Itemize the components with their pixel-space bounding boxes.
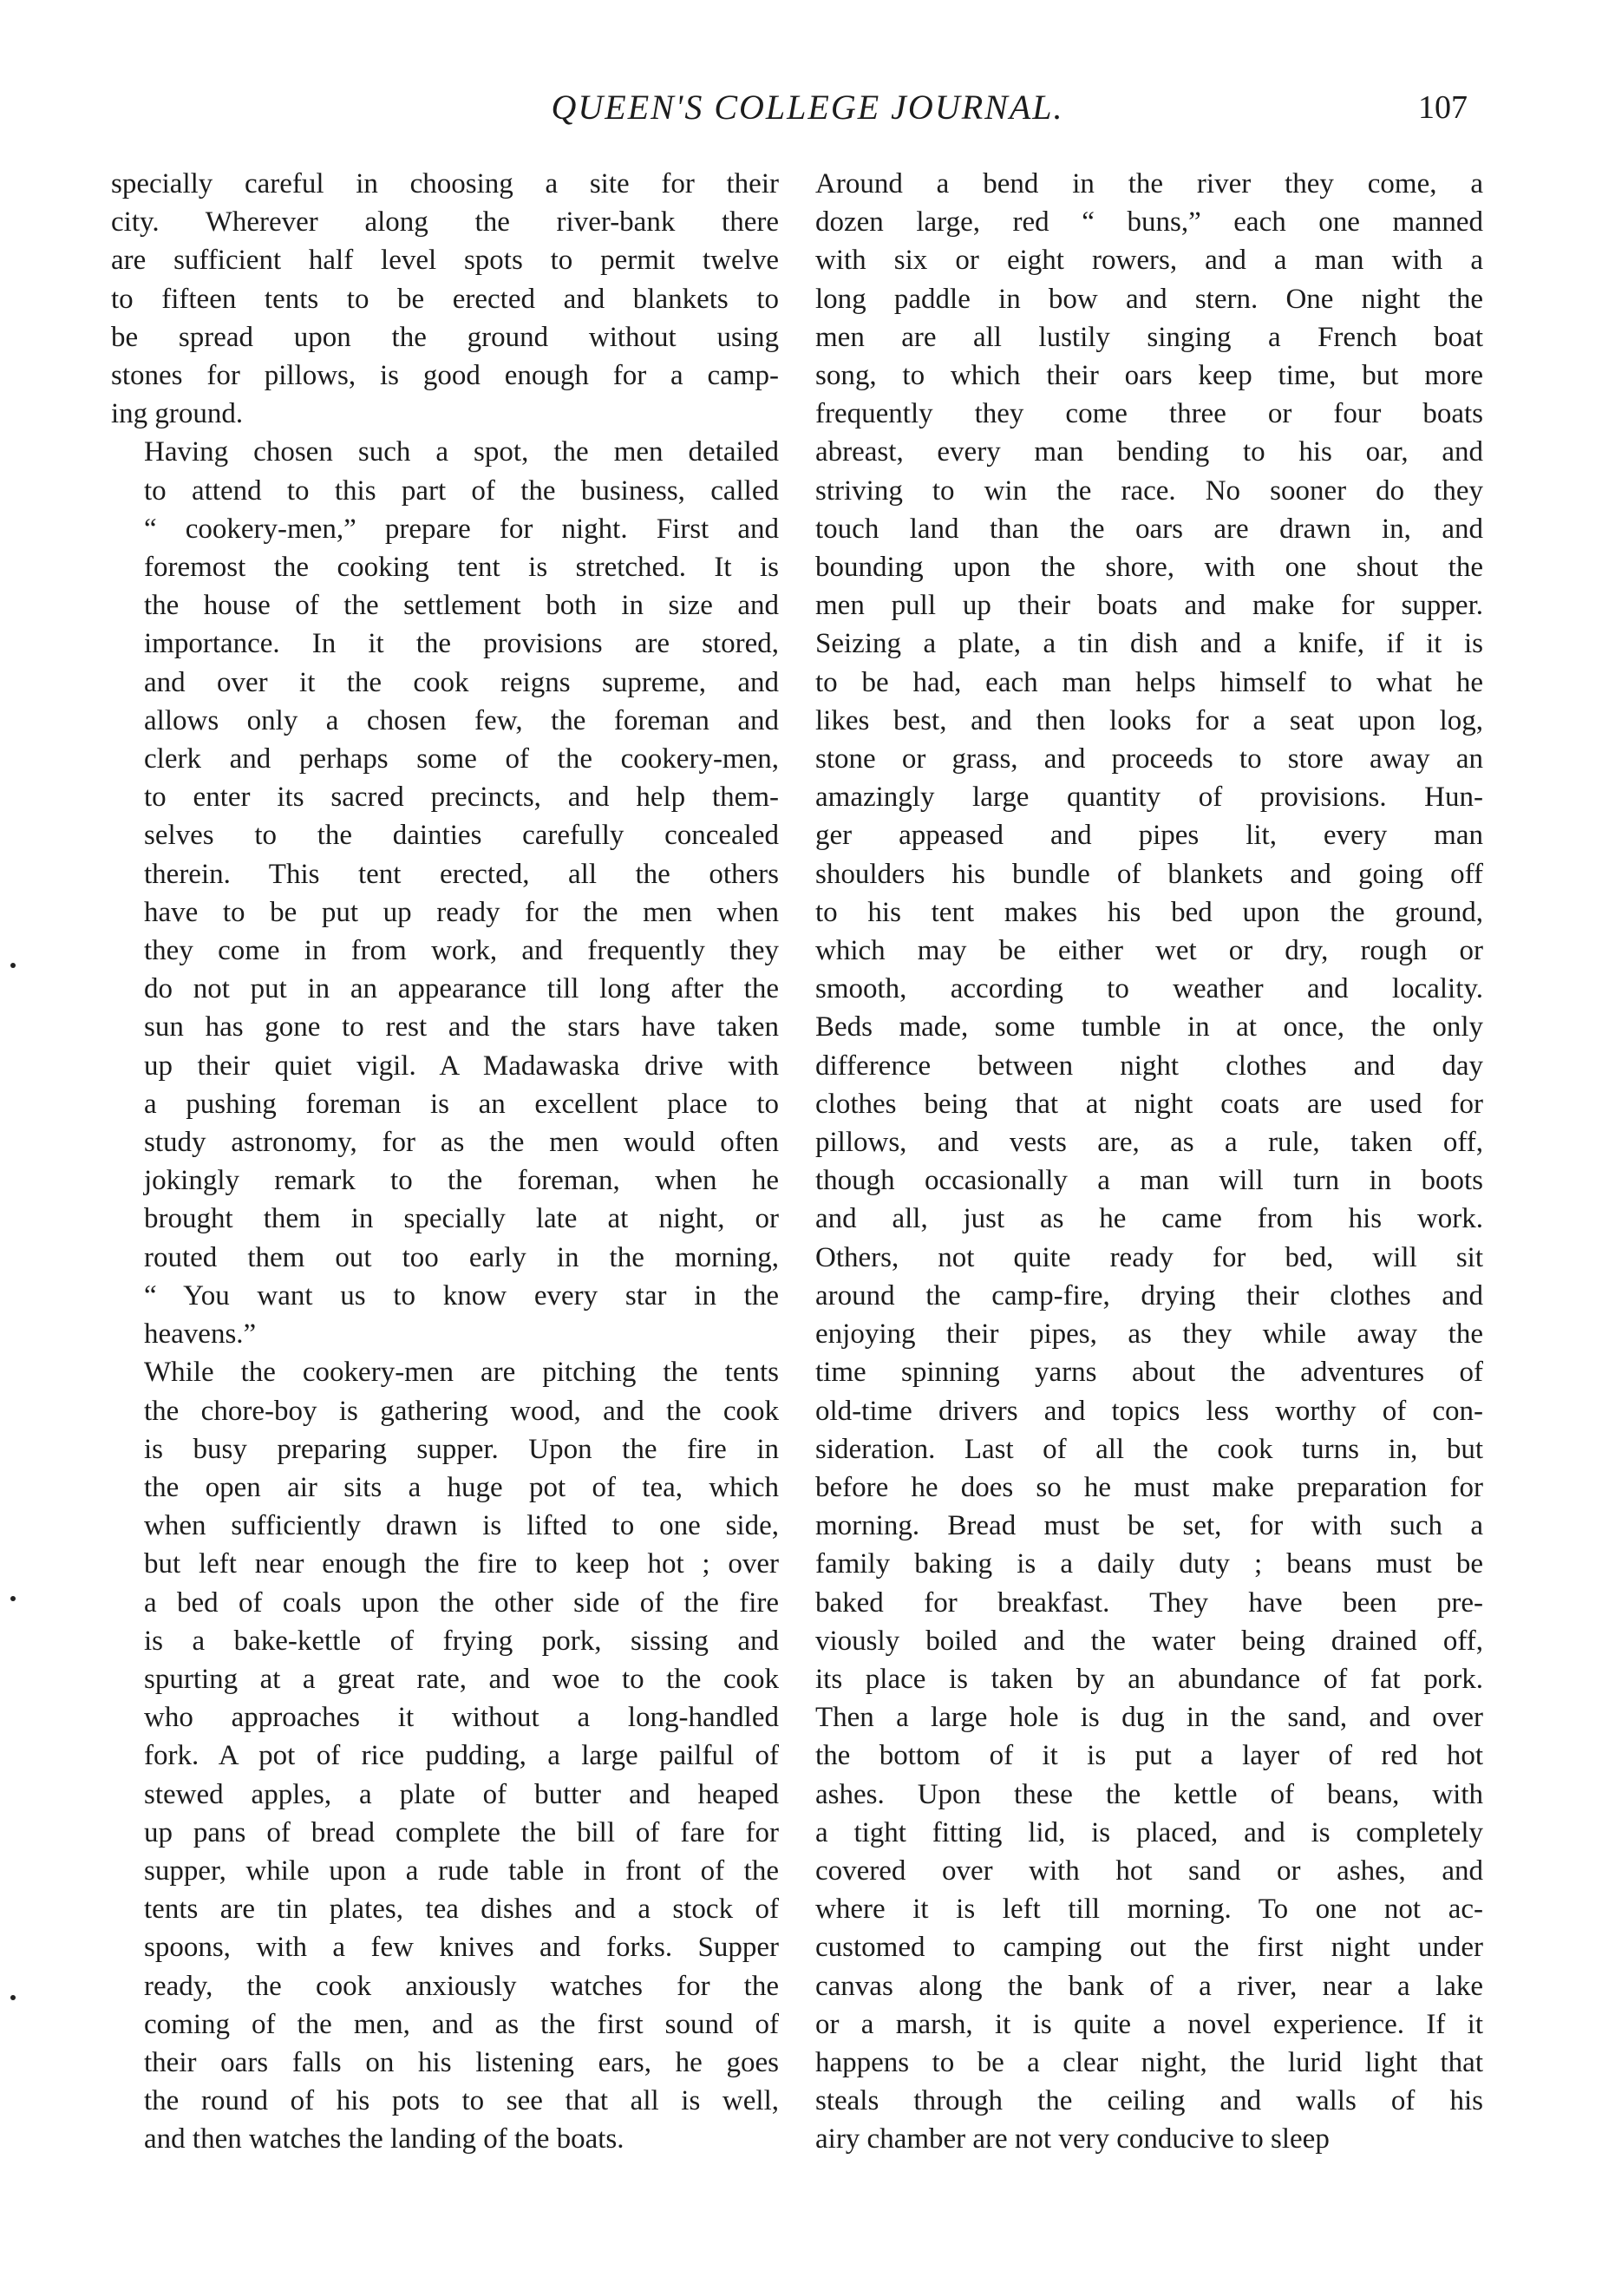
text-line: sun has gone to rest and the stars have taken xyxy=(144,1011,779,1043)
paragraph xyxy=(815,165,1483,2159)
text-line: ger appeased and pipes lit, every man xyxy=(815,820,1483,852)
text-line: old-time drivers and topics less worthy of con- xyxy=(815,1395,1483,1427)
text-line: stones for pillows, is good enough for a camp- xyxy=(111,360,779,392)
page-header xyxy=(0,87,1615,139)
text-line: who approaches it without a long-handled xyxy=(144,1702,779,1734)
text-line: steals through the ceiling and walls of his xyxy=(815,2085,1483,2117)
left-column xyxy=(111,165,779,2159)
text-line: stewed apples, a plate of butter and heaped xyxy=(144,1778,779,1810)
text-line: touch land than the oars are drawn in, and xyxy=(815,513,1483,545)
text-line: up pans of bread complete the bill of fare for xyxy=(144,1816,779,1848)
text-line: “ You want us to know every star in the xyxy=(144,1279,779,1312)
running-title: QUEEN'S COLLEGE JOURNAL. xyxy=(551,88,1064,127)
text-line: spurting at a great rate, and woe to the cook xyxy=(144,1663,779,1695)
text-line: which may be either wet or dry, rough or xyxy=(815,935,1483,967)
text-line: covered over with hot sand or ashes, and xyxy=(815,1854,1483,1887)
text-line: morning. Bread must be set, for with such a xyxy=(815,1510,1483,1542)
text-line: its place is taken by an abundance of fat pork. xyxy=(815,1663,1483,1695)
text-line: viously boiled and the water being drained off, xyxy=(815,1625,1483,1657)
paragraph xyxy=(111,433,779,1353)
text-line: ashes. Upon these the kettle of beans, with xyxy=(815,1778,1483,1810)
text-line: men are all lustily singing a French boat xyxy=(815,321,1483,353)
text-line: fork. A pot of rice pudding, a large pailful of xyxy=(144,1740,779,1772)
text-line: be spread upon the ground without using xyxy=(111,321,779,353)
text-line: do not put in an appearance till long after the xyxy=(144,973,779,1005)
margin-mark xyxy=(10,1596,16,1601)
text-line: supper, while upon a rude table in front of the xyxy=(144,1854,779,1887)
text-line: Around a bend in the river they come, a xyxy=(815,168,1483,200)
text-line: striving to win the race. No sooner do they xyxy=(815,474,1483,507)
text-line: importance. In it the provisions are stored, xyxy=(144,628,779,660)
text-line: baked for breakfast. They have been pre- xyxy=(815,1586,1483,1619)
text-line: dozen large, red “ buns,” each one manned xyxy=(815,206,1483,239)
text-line: canvas along the bank of a river, near a lake xyxy=(815,1970,1483,2002)
text-line: airy chamber are not very conducive to sleep xyxy=(815,2123,1330,2155)
text-line: the round of his pots to see that all is well, xyxy=(144,2085,779,2117)
text-line: allows only a chosen few, the foreman and xyxy=(144,704,779,736)
text-line: shoulders his bundle of blankets and going off xyxy=(815,858,1483,890)
text-line: but left near enough the fire to keep hot ; over xyxy=(144,1548,779,1580)
text-line: to fifteen tents to be erected and blankets to xyxy=(111,283,779,315)
text-line: the house of the settlement both in size and xyxy=(144,590,779,622)
page-number: 107 xyxy=(1418,89,1468,126)
text-line: routed them out too early in the morning, xyxy=(144,1241,779,1273)
text-line: sideration. Last of all the cook turns in, but xyxy=(815,1433,1483,1465)
text-line: where it is left till morning. To one not ac- xyxy=(815,1894,1483,1926)
text-line: therein. This tent erected, all the others xyxy=(144,858,779,890)
text-line: While the cookery-men are pitching the tents xyxy=(144,1357,779,1389)
text-line: Then a large hole is dug in the sand, and over xyxy=(815,1702,1483,1734)
text-line: jokingly remark to the foreman, when he xyxy=(144,1165,779,1197)
text-line: coming of the men, and as the first sound of xyxy=(144,2008,779,2040)
text-line: heavens.” xyxy=(144,1318,257,1351)
text-line: amazingly large quantity of provisions. Hun- xyxy=(815,782,1483,814)
text-line: to attend to this part of the business, called xyxy=(144,474,779,507)
text-line: specially careful in choosing a site for their xyxy=(111,168,779,200)
text-line: have to be put up ready for the men when xyxy=(144,896,779,928)
text-line: with six or eight rowers, and a man with a xyxy=(815,245,1483,277)
text-line: or a marsh, it is quite a novel experience. If it xyxy=(815,2008,1483,2040)
text-line: and over it the cook reigns supreme, and xyxy=(144,666,779,698)
text-line: when sufficiently drawn is lifted to one side, xyxy=(144,1510,779,1542)
text-line: men pull up their boats and make for supper. xyxy=(815,590,1483,622)
text-line: to be had, each man helps himself to what he xyxy=(815,666,1483,698)
text-line: is busy preparing supper. Upon the fire in xyxy=(144,1433,779,1465)
text-line: Beds made, some tumble in at once, the only xyxy=(815,1011,1483,1043)
text-line: difference between night clothes and day xyxy=(815,1050,1483,1082)
text-line: and all, just as he came from his work. xyxy=(815,1203,1483,1235)
text-line: they come in from work, and frequently they xyxy=(144,935,779,967)
text-line: a pushing foreman is an excellent place to xyxy=(144,1088,779,1120)
text-line: up their quiet vigil. A Madawaska drive with xyxy=(144,1050,779,1082)
text-line: a bed of coals upon the other side of the fire xyxy=(144,1586,779,1619)
text-line: city. Wherever along the river-bank there xyxy=(111,206,779,239)
text-line: song, to which their oars keep time, but more xyxy=(815,360,1483,392)
text-line: to his tent makes his bed upon the ground, xyxy=(815,896,1483,928)
text-line: clerk and perhaps some of the cookery-men, xyxy=(144,743,779,775)
text-line: ing ground. xyxy=(111,398,244,430)
text-line: and then watches the landing of the boats. xyxy=(144,2123,624,2155)
text-line: spoons, with a few knives and forks. Supper xyxy=(144,1932,779,1964)
text-line: study astronomy, for as the men would often xyxy=(144,1127,779,1159)
text-line: Having chosen such a spot, the men detailed xyxy=(144,436,779,468)
text-line: family baking is a daily duty ; beans must be xyxy=(815,1548,1483,1580)
text-line: Seizing a plate, a tin dish and a knife, if it is xyxy=(815,628,1483,660)
text-line: brought them in specially late at night, or xyxy=(144,1203,779,1235)
text-line: before he does so he must make preparation for xyxy=(815,1471,1483,1503)
margin-mark xyxy=(10,963,16,968)
text-line: is a bake-kettle of frying pork, sissing and xyxy=(144,1625,779,1657)
text-line: abreast, every man bending to his oar, and xyxy=(815,436,1483,468)
right-column xyxy=(815,165,1483,2159)
text-line: to enter its sacred precincts, and help them- xyxy=(144,782,779,814)
text-line: foremost the cooking tent is stretched. It is xyxy=(144,552,779,584)
text-line: the bottom of it is put a layer of red hot xyxy=(815,1740,1483,1772)
text-line: bounding upon the shore, with one shout the xyxy=(815,552,1483,584)
text-line: though occasionally a man will turn in boots xyxy=(815,1165,1483,1197)
text-line: selves to the dainties carefully concealed xyxy=(144,820,779,852)
text-line: time spinning yarns about the adventures of xyxy=(815,1357,1483,1389)
text-line: happens to be a clear night, the lurid light that xyxy=(815,2046,1483,2078)
text-line: Others, not quite ready for bed, will sit xyxy=(815,1241,1483,1273)
text-line: a tight fitting lid, is placed, and is completely xyxy=(815,1816,1483,1848)
text-line: clothes being that at night coats are used for xyxy=(815,1088,1483,1120)
paragraph xyxy=(111,1353,779,2158)
margin-mark xyxy=(10,1995,16,2000)
text-line: enjoying their pipes, as they while away the xyxy=(815,1318,1483,1351)
text-line: frequently they come three or four boats xyxy=(815,398,1483,430)
text-line: likes best, and then looks for a seat upon log, xyxy=(815,704,1483,736)
text-line: the open air sits a huge pot of tea, which xyxy=(144,1471,779,1503)
text-line: around the camp-fire, drying their clothes and xyxy=(815,1279,1483,1312)
text-line: long paddle in bow and stern. One night the xyxy=(815,283,1483,315)
text-line: their oars falls on his listening ears, he goes xyxy=(144,2046,779,2078)
text-line: stone or grass, and proceeds to store away an xyxy=(815,743,1483,775)
text-line: are sufficient half level spots to permit twelve xyxy=(111,245,779,277)
text-line: “ cookery-men,” prepare for night. First and xyxy=(144,513,779,545)
text-line: smooth, according to weather and locality. xyxy=(815,973,1483,1005)
text-line: ready, the cook anxiously watches for the xyxy=(144,1970,779,2002)
paragraph xyxy=(111,165,779,433)
text-line: pillows, and vests are, as a rule, taken off, xyxy=(815,1127,1483,1159)
text-line: customed to camping out the first night under xyxy=(815,1932,1483,1964)
text-line: the chore-boy is gathering wood, and the cook xyxy=(144,1395,779,1427)
text-line: tents are tin plates, tea dishes and a stock of xyxy=(144,1894,779,1926)
